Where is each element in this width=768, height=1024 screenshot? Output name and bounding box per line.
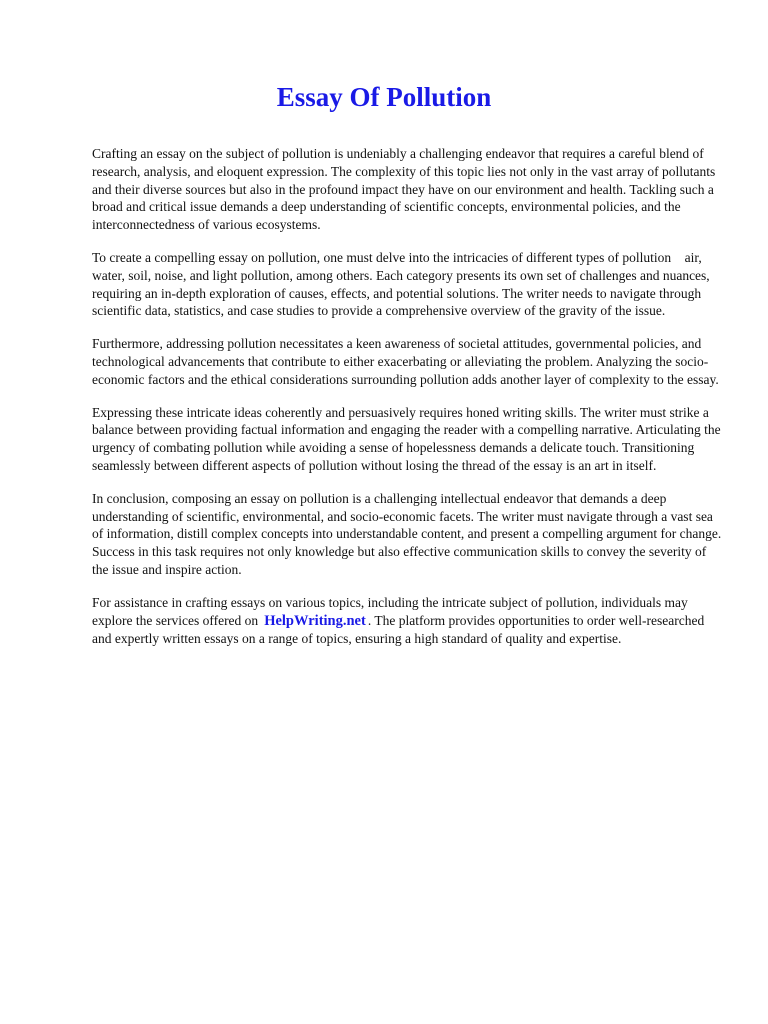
paragraph-skills: Expressing these intricate ideas coherently and persuasively requires honed writing skills. The writer must strike a balance between providing factual information and engaging the reader with a compelling narrative. Articulating the urgency of combating pollution while avoiding a sense of hopelessness demands a delicate touch. Transitioning seamlessly between different aspects of pollution without losing the thread of the essay is an art in itself. [92, 404, 721, 473]
helpwriting-link[interactable]: HelpWriting.net [264, 612, 366, 629]
closing-text-before-link: For assistance in crafting essays on various topics, including the intricate subject of pollution, individuals may explore the services offered on [92, 594, 688, 628]
paragraph-conclusion: In conclusion, composing an essay on pollution is a challenging intellectual endeavor that demands a deep understanding of scientific, environmental, and socio-economic facets. The writer must navigate through a vast sea of information, distill complex concepts into understandable content, and present a compelling argument for change. Success in this task requires not only knowledge but also effective communication skills to convey the severity of the issue and inspire action. [92, 490, 722, 577]
paragraph-awareness: Furthermore, addressing pollution necessitates a keen awareness of societal attitudes, governmental policies, and technological advancements that contribute to either exacerbating or alleviating the problem. Analyzing the socio-economic factors and the ethical considerations surrounding pollution adds another layer of complexity to the essay. [92, 336, 719, 387]
page-title: Essay Of Pollution [276, 82, 492, 112]
closing-text-after-link: . The platform provides opportunities to order well-researched and expertly written essays on a range of topics, ensuring a high standard of quality and expertise. [92, 612, 705, 647]
paragraph-intro: Crafting an essay on the subject of pollution is undeniably a challenging endeavor that requires a careful blend of research, analysis, and eloquent expression. The complexity of this topic lies not only in the vast array of pollutants and their diverse sources but also in the profound impact they have on our environment and health. Tackling such a broad and critical issue demands a deep understanding of scientific concepts, environmental policies, and the interconnectedness of various ecosystems. [92, 146, 716, 233]
paragraph-types: To create a compelling essay on pollution, one must delve into the intricacies of different types of pollution air, water, soil, noise, and light pollution, among others. Each category presents its own set of challenges and nuances, requiring an in-depth exploration of causes, effects, and potential solutions. The writer needs to navigate through scientific data, statistics, and case studies to provide a comprehensive overview of the gravity of the issue. [92, 249, 714, 319]
essay-body [92, 145, 722, 663]
paragraph-closing [92, 594, 722, 648]
